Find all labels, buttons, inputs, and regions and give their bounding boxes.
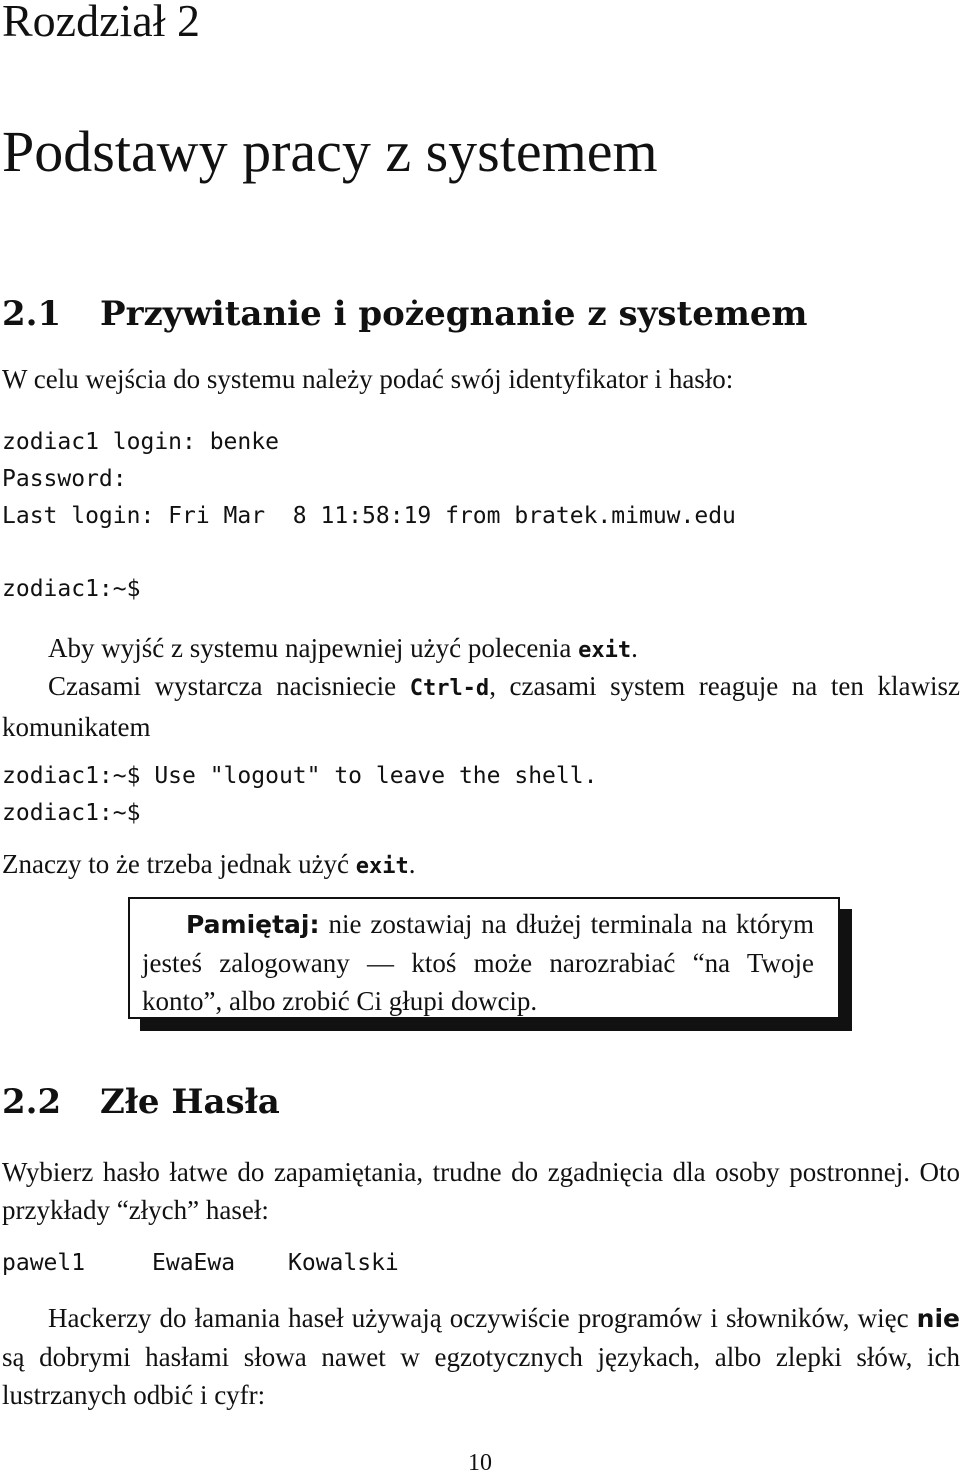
- section-number: 2.1: [2, 294, 62, 334]
- note-box: [128, 897, 840, 1019]
- section-number: 2.2: [2, 1082, 62, 1122]
- ctrl-paragraph: Czasami wystarcza nacisniecie Ctrl-d, czasami system reaguje na ten klawisz komunikatem: [2, 671, 960, 742]
- passwords-intro-paragraph: Wybierz hasło łatwe do zapamiętania, trudne do zgadnięcia dla osoby postronnej. Oto przykłady “złych” haseł:: [2, 1157, 960, 1225]
- logout-line: zodiac1:~$ Use "logout" to leave the shell.: [2, 763, 598, 789]
- note-text: Pamiętaj: nie zostawiaj na dłużej terminala na którym jesteś zalogowany — ktoś może narozrabiać “na Twoje konto”, albo zrobić Ci głupi dowcip.: [142, 909, 814, 1016]
- bad-password: pawel1: [2, 1250, 86, 1276]
- exit-command: exit: [578, 638, 632, 663]
- intro-paragraph: W celu wejścia do systemu należy podać swój identyfikator i hasło:: [2, 364, 734, 394]
- section-title: Złe Hasła: [100, 1082, 280, 1122]
- section-heading: [2, 1082, 280, 1122]
- login-line: Password:: [2, 466, 127, 492]
- logout-line: zodiac1:~$: [2, 800, 141, 826]
- exit-command: exit: [355, 854, 409, 879]
- login-line: Last login: Fri Mar 8 11:58:19 from bratek.mimuw.edu: [2, 503, 736, 529]
- chapter-title: Podstawy pracy z systemem: [2, 119, 658, 184]
- section-title: Przywitanie i pożegnanie z systemem: [100, 294, 808, 334]
- ctrl-d-command: Ctrl-d: [409, 676, 490, 701]
- shell-prompt: zodiac1:~$: [2, 576, 141, 602]
- bad-password: EwaEwa: [152, 1250, 236, 1276]
- bad-password: Kowalski: [288, 1250, 399, 1276]
- exit-paragraph: Aby wyjść z systemu najpewniej użyć polecenia exit.: [48, 633, 638, 663]
- page-number: 10: [468, 1450, 492, 1476]
- login-line: zodiac1 login: benke: [2, 429, 279, 455]
- chapter-label: Rozdział 2: [2, 0, 200, 46]
- conclusion-paragraph: Znaczy to że trzeba jednak użyć exit.: [2, 849, 416, 879]
- section-heading: [2, 294, 807, 334]
- hackers-paragraph: Hackerzy do łamania haseł używają oczywiście programów i słowników, więc nie są dobrymi hasłami słowa nawet w egzotycznych językach, albo zlepki słów, ich lustrzanych odbić i cyfr:: [2, 1303, 960, 1410]
- note-label: Pamiętaj:: [186, 910, 320, 939]
- emphasis-nie: nie: [916, 1304, 960, 1333]
